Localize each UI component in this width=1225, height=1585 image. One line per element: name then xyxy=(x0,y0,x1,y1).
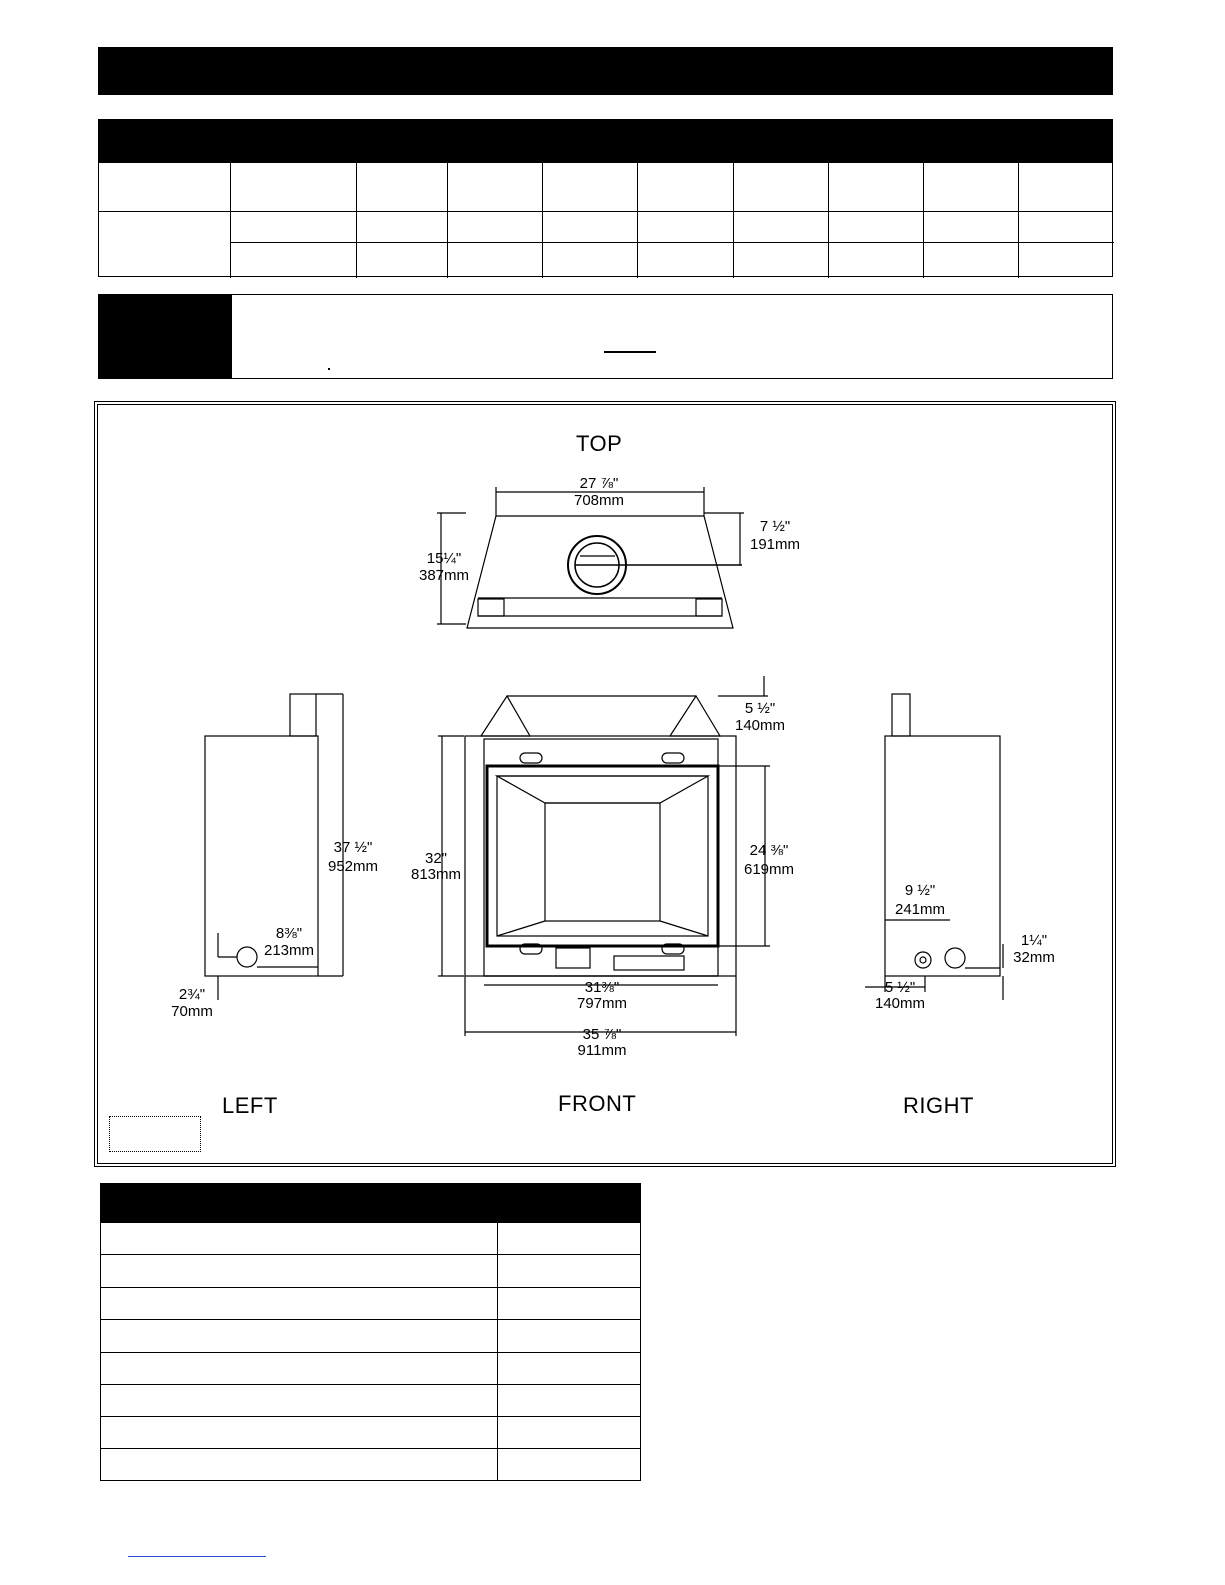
dim-right-inlet-in: 1¼" xyxy=(1020,932,1048,949)
dim-front-inner-width-in: 31⅜" xyxy=(584,979,620,996)
dim-front-top-in: 5 ½" xyxy=(744,700,776,717)
dim-right-offset-in: 5 ½" xyxy=(884,979,916,996)
dim-left-base-mm: 70mm xyxy=(171,1003,213,1020)
table-row-divider xyxy=(101,1416,640,1417)
dim-left-height-mm: 952mm xyxy=(327,858,379,875)
dim-top-depth-mm: 387mm xyxy=(418,567,470,584)
dim-right-offset-mm: 140mm xyxy=(874,995,926,1012)
rating-table-header xyxy=(101,1184,640,1223)
figure-reference-box xyxy=(109,1116,201,1152)
table-row-divider xyxy=(101,1319,640,1320)
table-column-divider xyxy=(497,1223,498,1481)
dim-left-base-in: 2¾" xyxy=(178,986,206,1003)
table-row-divider xyxy=(101,1254,640,1255)
dim-top-width-in: 27 ⅞" xyxy=(579,475,619,492)
dim-top-flue-mm: 191mm xyxy=(749,536,801,553)
table-row-divider xyxy=(101,1384,640,1385)
dim-right-gas-mm: 241mm xyxy=(894,901,946,918)
right-view-drawing xyxy=(865,694,1003,1000)
table-row-divider xyxy=(101,1352,640,1353)
dim-right-inlet-mm: 32mm xyxy=(1013,949,1055,966)
dim-top-width-mm: 708mm xyxy=(573,492,625,509)
view-title-top: TOP xyxy=(576,431,623,456)
table-row-divider xyxy=(101,1448,640,1449)
dim-right-gas-in: 9 ½" xyxy=(904,882,936,899)
dim-top-depth-in: 15¼" xyxy=(426,550,462,567)
dim-left-height-in: 37 ½" xyxy=(333,839,373,856)
dim-left-gas-mm: 213mm xyxy=(263,942,315,959)
dim-front-opening-mm: 619mm xyxy=(743,861,795,878)
dim-front-inner-width-mm: 797mm xyxy=(576,995,628,1012)
dim-left-gas-in: 8⅜" xyxy=(275,925,303,942)
dim-front-width-in: 35 ⅞" xyxy=(582,1026,622,1043)
view-title-front: FRONT xyxy=(558,1091,637,1116)
dim-front-height-mm: 813mm xyxy=(410,866,462,883)
view-title-right: RIGHT xyxy=(903,1093,974,1118)
rating-table xyxy=(100,1183,641,1481)
dim-front-width-mm: 911mm xyxy=(577,1042,627,1059)
dim-top-flue-in: 7 ½" xyxy=(759,518,791,535)
dim-front-height-in: 32" xyxy=(424,850,447,867)
dim-front-top-mm: 140mm xyxy=(734,717,786,734)
view-title-left: LEFT xyxy=(222,1093,278,1118)
footer-link-underline[interactable] xyxy=(128,1556,266,1557)
table-row-divider xyxy=(101,1287,640,1288)
dim-front-opening-in: 24 ⅜" xyxy=(749,842,789,859)
